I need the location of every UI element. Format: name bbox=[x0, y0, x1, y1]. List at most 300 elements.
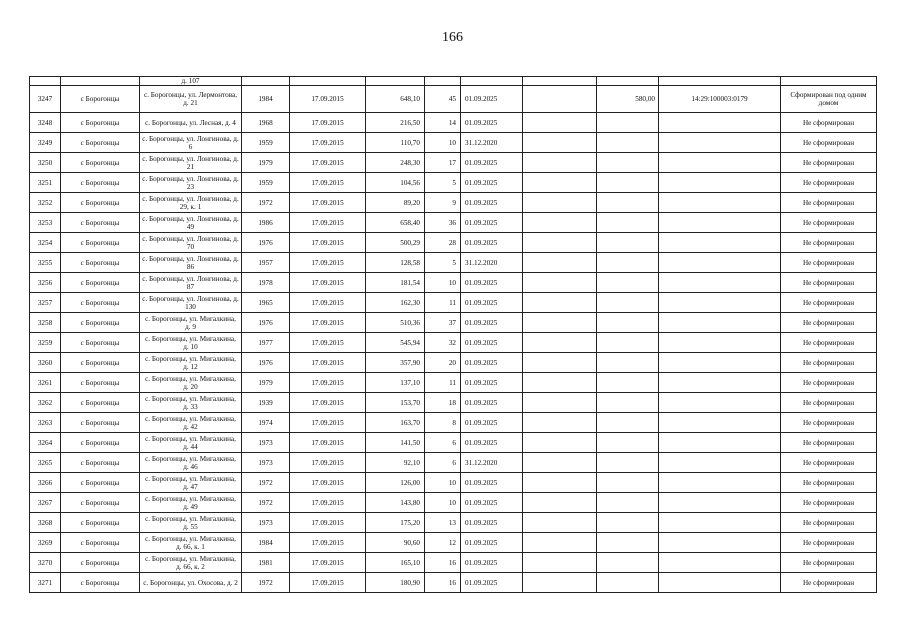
cell-num: 3250 bbox=[30, 153, 61, 173]
cell-date: 17.09.2015 bbox=[290, 553, 366, 573]
cell-status: Не сформирован bbox=[781, 533, 877, 553]
cell-count: 14 bbox=[425, 113, 461, 133]
cell-extra2 bbox=[597, 513, 659, 533]
cell-locality: с Борогонцы bbox=[61, 453, 140, 473]
cell-date: 17.09.2015 bbox=[290, 373, 366, 393]
cell-cadastral bbox=[659, 373, 781, 393]
cell-extra2 bbox=[597, 293, 659, 313]
cell-locality: с Борогонцы bbox=[61, 273, 140, 293]
cell-date: 17.09.2015 bbox=[290, 153, 366, 173]
cell-date: 17.09.2015 bbox=[290, 393, 366, 413]
cell-status: Не сформирован bbox=[781, 213, 877, 233]
cell-extra1 bbox=[523, 533, 597, 553]
cell-count: 16 bbox=[425, 553, 461, 573]
cell-extra1 bbox=[523, 473, 597, 493]
cell-date: 17.09.2015 bbox=[290, 173, 366, 193]
cell-date2: 01.09.2025 bbox=[461, 333, 523, 353]
cell-num: 3268 bbox=[30, 513, 61, 533]
cell-year: 1984 bbox=[242, 533, 290, 553]
table-row bbox=[30, 533, 877, 553]
cell-num: 3251 bbox=[30, 173, 61, 193]
cell-locality: с Борогонцы bbox=[61, 293, 140, 313]
cell-extra1 bbox=[523, 193, 597, 213]
cell-num: 3255 bbox=[30, 253, 61, 273]
cell-extra2 bbox=[597, 373, 659, 393]
cell-extra2 bbox=[597, 133, 659, 153]
cell-extra1 bbox=[523, 333, 597, 353]
cell-year: 1984 bbox=[242, 86, 290, 113]
cell-extra1 bbox=[523, 77, 597, 86]
cell-num: 3263 bbox=[30, 413, 61, 433]
cell-area: 658,40 bbox=[366, 213, 425, 233]
cell-date2: 31.12.2020 bbox=[461, 253, 523, 273]
cell-cadastral bbox=[659, 233, 781, 253]
cell-year: 1939 bbox=[242, 393, 290, 413]
cell-address: с. Борогонцы, ул. Мигалкина, д. 46 bbox=[140, 453, 242, 473]
table-row bbox=[30, 373, 877, 393]
cell-locality: с Борогонцы bbox=[61, 433, 140, 453]
cell-year: 1978 bbox=[242, 273, 290, 293]
cell-status: Не сформирован bbox=[781, 393, 877, 413]
cell-status: Не сформирован bbox=[781, 193, 877, 213]
cell-status: Не сформирован bbox=[781, 233, 877, 253]
cell-address: с. Борогонцы, ул. Мигалкина, д. 20 bbox=[140, 373, 242, 393]
cell-extra1 bbox=[523, 373, 597, 393]
cell-area: 165,10 bbox=[366, 553, 425, 573]
cell-date: 17.09.2015 bbox=[290, 193, 366, 213]
cell-status: Не сформирован bbox=[781, 173, 877, 193]
cell-year bbox=[242, 77, 290, 86]
cell-area: 90,60 bbox=[366, 533, 425, 553]
cell-date: 17.09.2015 bbox=[290, 533, 366, 553]
cell-address: с. Борогонцы, ул. Мигалкина, д. 12 bbox=[140, 353, 242, 373]
cell-num: 3260 bbox=[30, 353, 61, 373]
cell-status: Не сформирован bbox=[781, 113, 877, 133]
table-row bbox=[30, 413, 877, 433]
cell-area: 137,10 bbox=[366, 373, 425, 393]
cell-extra1 bbox=[523, 553, 597, 573]
cell-address: с. Борогонцы, ул. Лонгинова, д. 86 bbox=[140, 253, 242, 273]
table-row bbox=[30, 253, 877, 273]
cell-count: 13 bbox=[425, 513, 461, 533]
cell-status: Не сформирован bbox=[781, 573, 877, 593]
cell-date2: 01.09.2025 bbox=[461, 313, 523, 333]
cell-status: Не сформирован bbox=[781, 413, 877, 433]
cell-extra2 bbox=[597, 553, 659, 573]
cell-date2: 31.12.2020 bbox=[461, 453, 523, 473]
cell-extra2 bbox=[597, 173, 659, 193]
cell-cadastral bbox=[659, 213, 781, 233]
cell-status: Не сформирован bbox=[781, 353, 877, 373]
cell-year: 1973 bbox=[242, 513, 290, 533]
cell-cadastral bbox=[659, 133, 781, 153]
table-row bbox=[30, 313, 877, 333]
cell-extra2 bbox=[597, 353, 659, 373]
cell-address: с. Борогонцы, ул. Лонгинова, д. 49 bbox=[140, 213, 242, 233]
cell-area: 126,00 bbox=[366, 473, 425, 493]
cell-locality: с Борогонцы bbox=[61, 173, 140, 193]
cell-num: 3253 bbox=[30, 213, 61, 233]
cell-num: 3269 bbox=[30, 533, 61, 553]
cell-cadastral bbox=[659, 153, 781, 173]
cell-area: 216,50 bbox=[366, 113, 425, 133]
cell-cadastral bbox=[659, 293, 781, 313]
cell-cadastral bbox=[659, 413, 781, 433]
cell-count: 5 bbox=[425, 173, 461, 193]
cell-extra2 bbox=[597, 413, 659, 433]
cell-year: 1972 bbox=[242, 493, 290, 513]
cell-date: 17.09.2015 bbox=[290, 293, 366, 313]
cell-year: 1959 bbox=[242, 173, 290, 193]
cell-date: 17.09.2015 bbox=[290, 433, 366, 453]
cell-date2: 01.09.2025 bbox=[461, 373, 523, 393]
cell-count: 17 bbox=[425, 153, 461, 173]
cell-area: 180,90 bbox=[366, 573, 425, 593]
table-row bbox=[30, 113, 877, 133]
cell-count: 20 bbox=[425, 353, 461, 373]
cell-count: 9 bbox=[425, 193, 461, 213]
cell-cadastral bbox=[659, 573, 781, 593]
cell-cadastral bbox=[659, 333, 781, 353]
table-row bbox=[30, 573, 877, 593]
cell-status: Не сформирован bbox=[781, 453, 877, 473]
cell-locality: с Борогонцы bbox=[61, 233, 140, 253]
cell-count: 16 bbox=[425, 573, 461, 593]
cell-locality: с Борогонцы bbox=[61, 493, 140, 513]
cell-count: 10 bbox=[425, 133, 461, 153]
cell-year: 1972 bbox=[242, 473, 290, 493]
cell-status: Сформирован под одним домом bbox=[781, 86, 877, 113]
cell-extra2 bbox=[597, 313, 659, 333]
cell-area: 163,70 bbox=[366, 413, 425, 433]
cell-address: с. Борогонцы, ул. Лонгинова, д. 23 bbox=[140, 173, 242, 193]
cell-year: 1965 bbox=[242, 293, 290, 313]
cell-count: 36 bbox=[425, 213, 461, 233]
cell-year: 1972 bbox=[242, 193, 290, 213]
cell-num: 3256 bbox=[30, 273, 61, 293]
cell-extra2 bbox=[597, 253, 659, 273]
cell-cadastral bbox=[659, 553, 781, 573]
cell-locality: с Борогонцы bbox=[61, 513, 140, 533]
cell-cadastral bbox=[659, 77, 781, 86]
cell-locality: с Борогонцы bbox=[61, 253, 140, 273]
cell-num: 3270 bbox=[30, 553, 61, 573]
table-row bbox=[30, 273, 877, 293]
housing-registry-table bbox=[29, 76, 877, 593]
page-number: 166 bbox=[442, 30, 463, 45]
cell-date2: 01.09.2025 bbox=[461, 353, 523, 373]
cell-address: с. Борогонцы, ул. Мигалкина, д. 66, к. 2 bbox=[140, 553, 242, 573]
cell-address: с. Борогонцы, ул. Лесная, д. 4 bbox=[140, 113, 242, 133]
cell-locality: с Борогонцы bbox=[61, 313, 140, 333]
cell-address: с. Борогонцы, ул. Мигалкина, д. 47 bbox=[140, 473, 242, 493]
cell-area: 545,94 bbox=[366, 333, 425, 353]
cell-extra2 bbox=[597, 193, 659, 213]
cell-locality: с Борогонцы bbox=[61, 413, 140, 433]
cell-extra1 bbox=[523, 493, 597, 513]
cell-date2: 01.09.2025 bbox=[461, 113, 523, 133]
cell-extra1 bbox=[523, 393, 597, 413]
cell-date: 17.09.2015 bbox=[290, 333, 366, 353]
cell-num: 3261 bbox=[30, 373, 61, 393]
cell-extra1 bbox=[523, 253, 597, 273]
cell-num: 3265 bbox=[30, 453, 61, 473]
cell-count: 12 bbox=[425, 533, 461, 553]
cell-date2: 01.09.2025 bbox=[461, 433, 523, 453]
cell-date: 17.09.2015 bbox=[290, 473, 366, 493]
cell-locality: с Борогонцы bbox=[61, 553, 140, 573]
table-row bbox=[30, 333, 877, 353]
cell-num: 3254 bbox=[30, 233, 61, 253]
cell-extra1 bbox=[523, 453, 597, 473]
cell-count: 18 bbox=[425, 393, 461, 413]
cell-area: 92,10 bbox=[366, 453, 425, 473]
cell-extra2 bbox=[597, 433, 659, 453]
table-row bbox=[30, 553, 877, 573]
cell-area: 162,30 bbox=[366, 293, 425, 313]
cell-extra1 bbox=[523, 573, 597, 593]
cell-area: 648,10 bbox=[366, 86, 425, 113]
cell-date: 17.09.2015 bbox=[290, 573, 366, 593]
cell-locality: с Борогонцы bbox=[61, 473, 140, 493]
cell-date2: 01.09.2025 bbox=[461, 233, 523, 253]
cell-date: 17.09.2015 bbox=[290, 453, 366, 473]
cell-num: 3249 bbox=[30, 133, 61, 153]
cell-extra1 bbox=[523, 513, 597, 533]
cell-extra1 bbox=[523, 293, 597, 313]
cell-cadastral bbox=[659, 433, 781, 453]
cell-extra2: 580,00 bbox=[597, 86, 659, 113]
cell-area: 89,20 bbox=[366, 193, 425, 213]
cell-count: 10 bbox=[425, 273, 461, 293]
cell-locality: с Борогонцы bbox=[61, 353, 140, 373]
cell-locality: с Борогонцы bbox=[61, 113, 140, 133]
cell-status: Не сформирован bbox=[781, 513, 877, 533]
cell-count: 11 bbox=[425, 373, 461, 393]
cell-address: с. Борогонцы, ул. Мигалкина, д. 55 bbox=[140, 513, 242, 533]
cell-count: 10 bbox=[425, 473, 461, 493]
cell-num: 3262 bbox=[30, 393, 61, 413]
cell-address: с. Борогонцы, ул. Мигалкина, д. 33 bbox=[140, 393, 242, 413]
cell-locality: с Борогонцы bbox=[61, 213, 140, 233]
table-row bbox=[30, 233, 877, 253]
cell-date: 17.09.2015 bbox=[290, 353, 366, 373]
cell-address: с. Борогонцы, ул. Лонгинова, д. 70 bbox=[140, 233, 242, 253]
cell-extra2 bbox=[597, 113, 659, 133]
cell-status: Не сформирован bbox=[781, 553, 877, 573]
cell-year: 1979 bbox=[242, 153, 290, 173]
cell-count: 5 bbox=[425, 253, 461, 273]
cell-cadastral bbox=[659, 533, 781, 553]
cell-status: Не сформирован bbox=[781, 273, 877, 293]
cell-cadastral bbox=[659, 473, 781, 493]
cell-num: 3258 bbox=[30, 313, 61, 333]
cell-extra2 bbox=[597, 573, 659, 593]
cell-locality: с Борогонцы bbox=[61, 86, 140, 113]
cell-status bbox=[781, 77, 877, 86]
cell-year: 1959 bbox=[242, 133, 290, 153]
cell-status: Не сформирован bbox=[781, 373, 877, 393]
cell-year: 1973 bbox=[242, 433, 290, 453]
cell-cadastral bbox=[659, 453, 781, 473]
table-row bbox=[30, 86, 877, 113]
cell-date: 17.09.2015 bbox=[290, 313, 366, 333]
cell-date2: 01.09.2025 bbox=[461, 213, 523, 233]
cell-date2: 01.09.2025 bbox=[461, 553, 523, 573]
cell-area: 248,30 bbox=[366, 153, 425, 173]
table-row-carry-over bbox=[30, 77, 877, 86]
cell-date2: 01.09.2025 bbox=[461, 533, 523, 553]
cell-address: с. Борогонцы, ул. Лермонтова, д. 21 bbox=[140, 86, 242, 113]
cell-count bbox=[425, 77, 461, 86]
table-row bbox=[30, 453, 877, 473]
table-row bbox=[30, 293, 877, 313]
cell-extra1 bbox=[523, 273, 597, 293]
cell-num: 3257 bbox=[30, 293, 61, 313]
cell-date: 17.09.2015 bbox=[290, 86, 366, 113]
table-row bbox=[30, 393, 877, 413]
cell-count: 11 bbox=[425, 293, 461, 313]
cell-date: 17.09.2015 bbox=[290, 213, 366, 233]
cell-extra2 bbox=[597, 453, 659, 473]
cell-num: 3248 bbox=[30, 113, 61, 133]
cell-address: с. Борогонцы, ул. Мигалкина, д. 44 bbox=[140, 433, 242, 453]
cell-status: Не сформирован bbox=[781, 433, 877, 453]
cell-status: Не сформирован bbox=[781, 153, 877, 173]
cell-locality: с Борогонцы bbox=[61, 573, 140, 593]
cell-area: 128,58 bbox=[366, 253, 425, 273]
table-row bbox=[30, 173, 877, 193]
cell-extra1 bbox=[523, 233, 597, 253]
cell-count: 8 bbox=[425, 413, 461, 433]
cell-year: 1972 bbox=[242, 573, 290, 593]
cell-area: 110,70 bbox=[366, 133, 425, 153]
cell-date2: 01.09.2025 bbox=[461, 513, 523, 533]
cell-num: 3267 bbox=[30, 493, 61, 513]
cell-extra1 bbox=[523, 213, 597, 233]
cell-num: 3252 bbox=[30, 193, 61, 213]
cell-count: 45 bbox=[425, 86, 461, 113]
cell-date: 17.09.2015 bbox=[290, 133, 366, 153]
cell-num bbox=[30, 77, 61, 86]
cell-date: 17.09.2015 bbox=[290, 493, 366, 513]
cell-num: 3247 bbox=[30, 86, 61, 113]
cell-status: Не сформирован bbox=[781, 253, 877, 273]
cell-cadastral bbox=[659, 393, 781, 413]
cell-cadastral bbox=[659, 353, 781, 373]
cell-locality: с Борогонцы bbox=[61, 333, 140, 353]
cell-count: 6 bbox=[425, 433, 461, 453]
cell-locality: с Борогонцы bbox=[61, 393, 140, 413]
cell-cadastral bbox=[659, 253, 781, 273]
cell-status: Не сформирован bbox=[781, 133, 877, 153]
cell-status: Не сформирован bbox=[781, 313, 877, 333]
cell-extra2 bbox=[597, 213, 659, 233]
cell-area: 143,80 bbox=[366, 493, 425, 513]
cell-date: 17.09.2015 bbox=[290, 513, 366, 533]
cell-extra1 bbox=[523, 353, 597, 373]
cell-year: 1979 bbox=[242, 373, 290, 393]
cell-extra2 bbox=[597, 393, 659, 413]
cell-date: 17.09.2015 bbox=[290, 273, 366, 293]
cell-area: 141,50 bbox=[366, 433, 425, 453]
table-row bbox=[30, 433, 877, 453]
cell-area: 104,56 bbox=[366, 173, 425, 193]
cell-date: 17.09.2015 bbox=[290, 413, 366, 433]
cell-cadastral bbox=[659, 113, 781, 133]
cell-year: 1976 bbox=[242, 353, 290, 373]
cell-year: 1974 bbox=[242, 413, 290, 433]
cell-extra2 bbox=[597, 333, 659, 353]
cell-date2: 01.09.2025 bbox=[461, 86, 523, 113]
cell-extra1 bbox=[523, 153, 597, 173]
cell-address: д. 107 bbox=[140, 77, 242, 86]
cell-date2 bbox=[461, 77, 523, 86]
cell-date: 17.09.2015 bbox=[290, 253, 366, 273]
cell-address: с. Борогонцы, ул. Мигалкина, д. 49 bbox=[140, 493, 242, 513]
cell-locality: с Борогонцы bbox=[61, 153, 140, 173]
cell-year: 1976 bbox=[242, 313, 290, 333]
cell-date2: 01.09.2025 bbox=[461, 173, 523, 193]
cell-count: 37 bbox=[425, 313, 461, 333]
cell-year: 1973 bbox=[242, 453, 290, 473]
cell-cadastral bbox=[659, 173, 781, 193]
cell-area: 510,36 bbox=[366, 313, 425, 333]
cell-extra1 bbox=[523, 86, 597, 113]
cell-address: с. Борогонцы, ул. Охосова, д. 2 bbox=[140, 573, 242, 593]
cell-status: Не сформирован bbox=[781, 493, 877, 513]
cell-count: 32 bbox=[425, 333, 461, 353]
cell-cadastral bbox=[659, 193, 781, 213]
cell-locality: с Борогонцы bbox=[61, 133, 140, 153]
cell-area: 181,54 bbox=[366, 273, 425, 293]
cell-cadastral bbox=[659, 313, 781, 333]
cell-year: 1981 bbox=[242, 553, 290, 573]
cell-date2: 31.12.2020 bbox=[461, 133, 523, 153]
cell-area: 357,90 bbox=[366, 353, 425, 373]
cell-area: 175,20 bbox=[366, 513, 425, 533]
cell-area: 153,70 bbox=[366, 393, 425, 413]
cell-extra1 bbox=[523, 413, 597, 433]
cell-cadastral: 14:29:100003:0179 bbox=[659, 86, 781, 113]
cell-year: 1968 bbox=[242, 113, 290, 133]
cell-extra2 bbox=[597, 473, 659, 493]
cell-date: 17.09.2015 bbox=[290, 113, 366, 133]
cell-status: Не сформирован bbox=[781, 293, 877, 313]
cell-extra2 bbox=[597, 77, 659, 86]
cell-locality: с Борогонцы bbox=[61, 193, 140, 213]
cell-address: с. Борогонцы, ул. Лонгинова, д. 29, к. 1 bbox=[140, 193, 242, 213]
cell-num: 3266 bbox=[30, 473, 61, 493]
table-row bbox=[30, 493, 877, 513]
cell-status: Не сформирован bbox=[781, 333, 877, 353]
table-row bbox=[30, 133, 877, 153]
cell-count: 6 bbox=[425, 453, 461, 473]
table-row bbox=[30, 473, 877, 493]
cell-year: 1957 bbox=[242, 253, 290, 273]
cell-locality: с Борогонцы bbox=[61, 373, 140, 393]
cell-extra2 bbox=[597, 273, 659, 293]
cell-date2: 01.09.2025 bbox=[461, 473, 523, 493]
cell-address: с. Борогонцы, ул. Мигалкина, д. 66, к. 1 bbox=[140, 533, 242, 553]
table-row bbox=[30, 213, 877, 233]
table-row bbox=[30, 513, 877, 533]
table-row bbox=[30, 193, 877, 213]
cell-date2: 01.09.2025 bbox=[461, 413, 523, 433]
cell-date bbox=[290, 77, 366, 86]
cell-extra2 bbox=[597, 493, 659, 513]
cell-date2: 01.09.2025 bbox=[461, 273, 523, 293]
